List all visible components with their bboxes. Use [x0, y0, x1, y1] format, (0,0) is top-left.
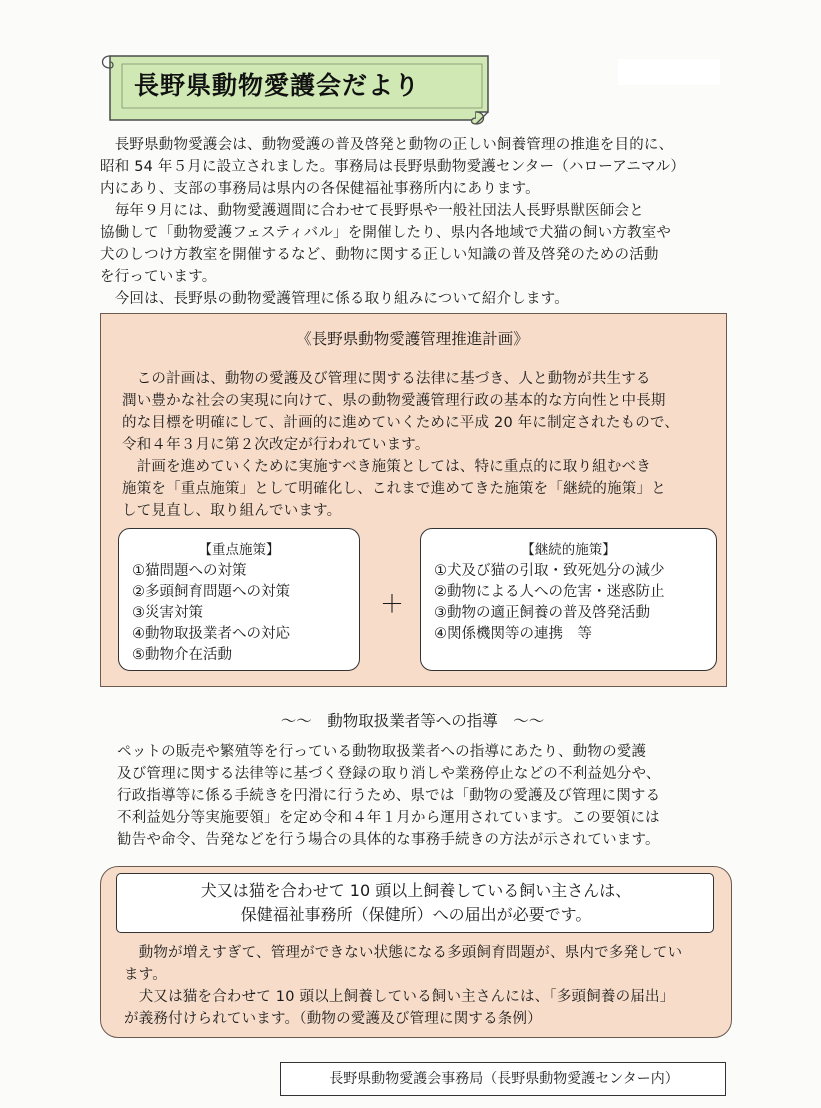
guidance-line: 不利益処分等実施要領」を定め令和４年１月から運用されています。この要領には — [117, 810, 660, 826]
intro-line: 毎年９月には、動物愛護週間に合わせて長野県や一般社団法人長野県獣医師会と — [100, 203, 644, 219]
continuing-item: ③動物の適正飼養の普及啓発活動 — [434, 605, 650, 621]
redaction-mark — [618, 59, 720, 85]
continuing-item: ①犬及び猫の引取・致死処分の減少 — [434, 563, 665, 579]
priority-item: ①猫問題への対策 — [132, 563, 247, 579]
multi-pet-description — [124, 942, 720, 1030]
footer-text: 長野県動物愛護会事務局（長野県動物愛護センター内） — [329, 1071, 679, 1087]
guidance-line: ペットの販売や繁殖等を行っている動物取扱業者への指導にあたり、動物の愛護 — [117, 744, 647, 760]
intro-line: 犬のしつけ方教室を開催するなど、動物に関する正しい知識の普及啓発のための活動 — [100, 247, 659, 263]
guidance-heading: ～～ 動物取扱業者等への指導 ～～ — [280, 712, 545, 730]
multi-pet-line: 犬又は猫を合わせて 10 頭以上飼養している飼い主さんには、「多頭飼養の届出」 — [124, 989, 675, 1005]
priority-item: ③災害対策 — [132, 605, 203, 621]
multi-pet-line: 動物が増えすぎて、管理ができない状態になる多頭飼育問題が、県内で多発してい — [124, 945, 683, 961]
priority-item: ②多頭飼育問題への対策 — [132, 584, 290, 600]
intro-section — [100, 134, 720, 310]
plan-line: 計画を進めていくために実施すべき施策としては、特に重点的に取り組むべき — [122, 459, 651, 475]
priority-measures-box — [118, 528, 360, 671]
intro-line: 内にあり、支部の事務局は県内の各保健福祉事務所内にあります。 — [100, 181, 540, 197]
plan-line: 的な目標を明確にして、計画的に進めていくために平成 20 年に制定されたもので、 — [122, 415, 680, 431]
multi-pet-line: が義務付けられています。（動物の愛護及び管理に関する条例） — [124, 1011, 542, 1027]
multi-pet-notice-line: 犬又は猫を合わせて 10 頭以上飼養している飼い主さんは、 — [200, 881, 632, 900]
plan-description — [122, 368, 708, 522]
plan-line: して見直し、取り組んでいます。 — [122, 503, 342, 519]
multi-pet-notice-line: 保健福祉事務所（保健所）への届出が必要です。 — [240, 905, 592, 924]
intro-line: 今回は、長野県の動物愛護管理に係る取り組みについて紹介します。 — [100, 291, 569, 307]
plan-line: 潤い豊かな社会の実現に向けて、県の動物愛護管理行政の基本的な方向性と中長期 — [122, 393, 666, 409]
plan-title: 《長野県動物愛護管理推進計画》 — [296, 330, 529, 348]
continuing-heading: 【継続的施策】 — [521, 542, 616, 558]
guidance-line: 行政指導等に係る手続きを円滑に行うため、県では「動物の愛護及び管理に関する — [117, 788, 661, 804]
plan-line: 令和４年３月に第２次改定が行われています。 — [122, 437, 430, 453]
priority-list — [132, 561, 359, 666]
continuing-measures-box — [420, 528, 717, 671]
priority-item: ⑤動物介在活動 — [132, 647, 232, 663]
guidance-line: 勧告や命令、告発などを行う場合の具体的な事務手続きの方法が示されています。 — [117, 832, 660, 848]
guidance-section — [117, 741, 717, 851]
intro-line: 協働して「動物愛護フェスティバル」を開催したり、県内各地域で犬猫の飼い方教室や — [100, 225, 672, 241]
continuing-item: ②動物による人への危害・迷惑防止 — [434, 584, 665, 600]
continuing-item: ④関係機関等の連携 等 — [434, 626, 592, 642]
intro-line: を行っています。 — [100, 269, 217, 285]
page-title: 長野県動物愛護会だより — [134, 71, 421, 100]
intro-line: 長野県動物愛護会は、動物愛護の普及啓発と動物の正しい飼養管理の推進を目的に、 — [100, 137, 674, 153]
plan-line: 施策を「重点施策」として明確化し、これまで進めてきた施策を「継続的施策」と — [122, 481, 666, 497]
plus-sign: ＋ — [380, 590, 404, 618]
priority-heading: 【重点施策】 — [198, 542, 280, 558]
multi-pet-line: ます。 — [124, 967, 167, 983]
plan-line: この計画は、動物の愛護及び管理に関する法律に基づき、人と動物が共生する — [122, 371, 651, 387]
intro-line: 昭和 54 年５月に設立されました。事務局は長野県動物愛護センター（ハローアニマル） — [100, 159, 686, 175]
priority-item: ④動物取扱業者への対応 — [132, 626, 290, 642]
guidance-line: 及び管理に関する法律等に基づく登録の取り消しや業務停止などの不利益処分や、 — [117, 766, 661, 782]
continuing-list — [434, 561, 716, 645]
